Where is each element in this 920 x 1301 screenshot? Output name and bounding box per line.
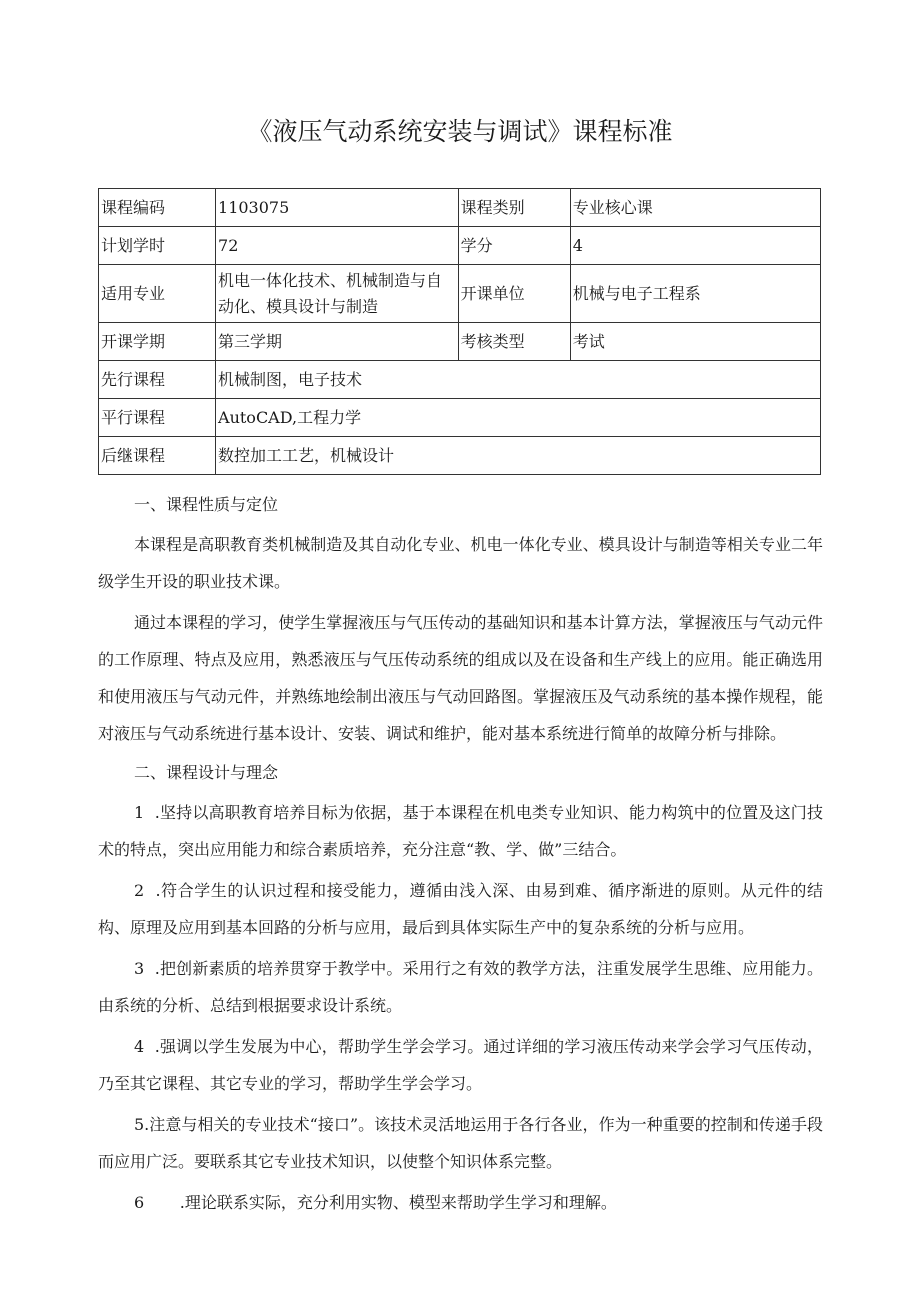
list-item: 5.注意与相关的专业技术“接口”。该技术灵活地运用于各行各业，作为一种重要的控制和传递手段而应用广泛。要联系其它专业技术知识，以使整个知识体系完整。	[98, 1115, 823, 1171]
document-title: 《液压气动系统安装与调试》课程标准	[247, 117, 673, 146]
course-code-value: 1103075	[216, 189, 459, 227]
parallel-label: 平行课程	[99, 399, 216, 437]
credit-value: 4	[570, 227, 820, 265]
course-type-value: 专业核心课	[570, 189, 820, 227]
course-code-label: 课程编码	[99, 189, 216, 227]
list-item: 3 .把创新素质的培养贯穿于教学中。采用行之有效的教学方法，注重发展学生思维、应用能力。由系统的分析、总结到根据要求设计系统。	[98, 959, 823, 1015]
term-label: 开课学期	[99, 323, 216, 361]
table-row	[99, 323, 821, 361]
list-item: 4 .强调以学生发展为中心，帮助学生学会学习。通过详细的学习液压传动来学会学习气压传动，乃至其它课程、其它专业的学习，帮助学生学会学习。	[98, 1037, 823, 1093]
hours-value: 72	[216, 227, 459, 265]
table-row	[99, 437, 821, 475]
dept-value: 机械与电子工程系	[570, 265, 820, 323]
list-item: 2 .符合学生的认识过程和接受能力，遵循由浅入深、由易到难、循序渐进的原则。从元件的结构、原理及应用到基本回路的分析与应用，最后到具体实际生产中的复杂系统的分析与应用。	[98, 881, 823, 937]
table-row	[99, 227, 821, 265]
section-heading-2: 二、课程设计与理念	[134, 763, 279, 782]
hours-label: 计划学时	[99, 227, 216, 265]
table-row	[99, 265, 821, 323]
table-row	[99, 361, 821, 399]
course-type-label: 课程类别	[458, 189, 570, 227]
table-row	[99, 399, 821, 437]
credit-label: 学分	[458, 227, 570, 265]
list-item: 6 .理论联系实际，充分利用实物、模型来帮助学生学习和理解。	[134, 1193, 617, 1212]
prereq-value: 机械制图，电子技术	[216, 361, 821, 399]
follow-label: 后继课程	[99, 437, 216, 475]
document-body	[98, 488, 823, 1225]
exam-label: 考核类型	[458, 323, 570, 361]
major-value	[216, 265, 459, 323]
table-row	[99, 189, 821, 227]
dept-label: 开课单位	[458, 265, 570, 323]
paragraph: 通过本课程的学习，使学生掌握液压与气压传动的基础知识和基本计算方法，掌握液压与气动元件的工作原理、特点及应用，熟悉液压与气压传动系统的组成以及在设备和生产线上的应用。能正确选用和使用液压与气动元件，并熟练地绘制出液压与气动回路图。掌握液压及气动系统的基本操作规程，能对液压与气动系统进行基本设计、安装、调试和维护，能对基本系统进行简单的故障分析与排除。	[98, 613, 823, 743]
major-line-1: 机电一体化技术、机械制造与自	[218, 270, 443, 290]
term-value: 第三学期	[216, 323, 459, 361]
section-heading-1: 一、课程性质与定位	[134, 495, 279, 514]
major-label: 适用专业	[99, 265, 216, 323]
course-info-table	[98, 188, 821, 475]
list-item: 1 .坚持以高职教育培养目标为依据，基于本课程在机电类专业知识、能力构筑中的位置及这门技术的特点，突出应用能力和综合素质培养，充分注意“教、学、做”三结合。	[98, 803, 823, 859]
parallel-value: AutoCAD,工程力学	[216, 399, 821, 437]
exam-value: 考试	[570, 323, 820, 361]
major-line-2: 动化、模具设计与制造	[218, 296, 379, 316]
prereq-label: 先行课程	[99, 361, 216, 399]
paragraph: 本课程是高职教育类机械制造及其自动化专业、机电一体化专业、模具设计与制造等相关专业二年级学生开设的职业技术课。	[98, 535, 823, 591]
follow-value: 数控加工工艺，机械设计	[216, 437, 821, 475]
